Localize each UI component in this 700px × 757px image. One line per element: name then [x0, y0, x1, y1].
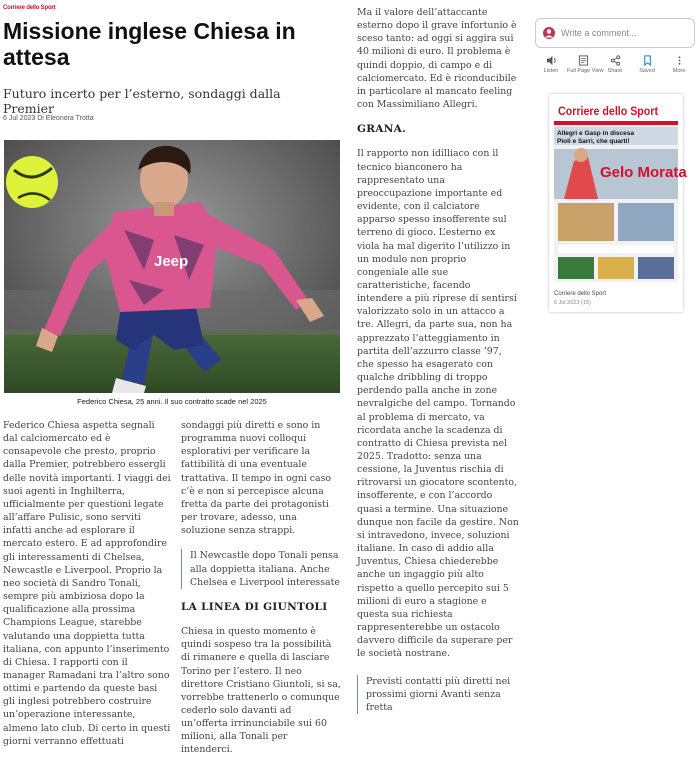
pull-quote — [357, 675, 519, 714]
article-paragraph: Chiesa in questo momento è quindi sospeso tra la possibilità di rimanere e quella di lasciare Torino per l’estero. Il neo direttore Cristiano Giuntoli, si sa, vorrebbe trattenerlo o comunque cederlo solo davanti ad un’offerta irrinunciabile sui 60 milioni, alla Tonali per intenderci. — [181, 626, 341, 756]
article-photo — [4, 140, 340, 393]
avatar — [543, 27, 555, 39]
article-toolbar — [535, 55, 695, 83]
cover-headline-1: Allegri e Gasp in discesa — [557, 130, 634, 137]
tool-label: Saved — [639, 68, 655, 74]
share-button[interactable] — [599, 55, 631, 74]
full-page-view-button[interactable] — [567, 55, 604, 74]
player-photo-illustration — [4, 140, 340, 393]
section-heading: LA LINEA DI GIUNTOLI — [181, 600, 328, 613]
article-column-1 — [3, 419, 171, 748]
photo-caption: Federico Chiesa, 25 anni. Il suo contratto scade nel 2025 — [77, 397, 267, 406]
more-icon — [674, 55, 685, 66]
cover-source: Corriere dello Sport — [554, 291, 607, 297]
cover-date: 6 Jul 2023 (15) — [554, 300, 591, 306]
more-button[interactable] — [663, 55, 695, 74]
jersey-sponsor: Jeep — [154, 253, 189, 270]
article-column-2 — [181, 419, 341, 757]
cover-masthead: Corriere dello Sport — [558, 104, 659, 118]
cover-headline-2: Pioli e Sarri, che quarti! — [557, 138, 630, 145]
comment-placeholder: Write a comment... — [561, 28, 637, 38]
article-paragraph: sondaggi più diretti e sono in programma nuovi colloqui esplorativi per verificare la fattibilità di una eventuale trattativa. Il tempo in ogni caso c’è e non si percepisce alcuna fretta da parte dei protagonisti per trovare, adesso, una soluzione senza strappi. — [181, 420, 332, 537]
tool-label: Share — [607, 68, 623, 74]
pull-quote — [181, 549, 341, 588]
speaker-icon — [546, 55, 557, 66]
page-view-icon — [578, 55, 589, 66]
cover-main-headline: Gelo Morata — [600, 164, 687, 181]
tool-label: Listen — [543, 68, 559, 74]
article-paragraph: Federico Chiesa aspetta segnali dal calciomercato ed è consapevole che presto, proprio dalla Premier, potrebbero essergli delle novità importanti. I viaggi dei suoi agenti in Inghilterra, ufficialmente per questioni legate all’affare Pulisic, sono serviti infatti anche ad esplorare il mercato estero. E ad approfondire gli interessamenti di Chelsea, Newcastle e Liverpool. Proprio la neo società di Sandro Tonali, sempre più ambiziosa dopo la qualificazione alla prossima Champions League, starebbe valutando una doppietta tutta italiana, con appunto l’inserimento di Chiesa. I rapporti con il manager Ramadani tra l’altro sono ottimi e partendo da queste basi gli inglesi potrebbero costruire un’operazione interessante, almeno lato club. Di certo in questi giorni verranno effettuati — [3, 420, 171, 747]
article-title: Missione inglese Chiesa in attesa — [3, 18, 296, 70]
football-icon — [6, 156, 58, 208]
bookmark-icon — [642, 55, 653, 66]
masthead-logo[interactable]: Corriere dello Sport — [3, 5, 56, 11]
article-byline: 6 Jul 2023 Di Eleonora Trotta — [3, 115, 94, 122]
tool-label: More — [672, 68, 686, 74]
section-heading: GRANA. — [357, 123, 407, 136]
article-paragraph: Ma il valore dell’attaccante esterno dopo il grave infortunio è sceso tanto: ad oggi si aggira sui 40 milioni di euro. Il problema è quindi doppio, di campo e di calciomercato. Ed è riconducibile in particolare al mancato feeling con Massimiliano Allegri. — [357, 7, 517, 111]
newspaper-cover[interactable] — [554, 99, 687, 282]
cover-thumbnail — [554, 99, 687, 282]
saved-button[interactable] — [631, 55, 663, 74]
newspaper-cover-card[interactable] — [549, 94, 687, 312]
pull-quote-text: Previsti contatti più diretti nei prossimi giorni Avanti senza fretta — [366, 675, 511, 713]
share-icon — [610, 55, 621, 66]
pull-quote-text: Il Newcastle dopo Tonali pensa alla doppietta italiana. Anche Chelsea e Liverpool interessate — [190, 550, 340, 588]
article-subtitle: Futuro incerto per l’esterno, sondaggi dalla Premier — [3, 86, 281, 116]
article-paragraph: Il rapporto non idilliaco con il tecnico bianconero ha rappresentato una preoccupazione importante ed evidente, con il calciatore apparso spesso insofferente sul terreno di gioco. L’esterno ex viola ha mal digerito l’utilizzo in un modulo non proprio congeniale alle sue caratteristiche, facendo intendere a più riprese di sentirsi valorizzato solo in un attacco a tre. Allegri, da parte sua, non ha apprezzato l’atteggiamento in partita dell’azzurro classe ’97, che spesso ha esagerato con qualche dribbling di troppo perdendo palla anche in zone nevralgiche del campo. Tornando al problema di mercato, va ricordata anche la scadenza di contratto di Chiesa prevista nel 2025. Tradotto: senza una cessione, la Juventus rischia di ritrovarsi un giocatore scontento, insofferente, e con l’accordo quasi a termine. Una situazione dunque non facile da gestire. Non si intravedono, invece, soluzioni italiane. In caso di addio alla Juventus, Chiesa chiederebbe anche un ingaggio più alto rispetto a quello percepito sui 5 milioni di euro a stagione e questa sua richiesta rappresenterebbe un ostacolo davvero difficile da superare per le società nostrane. — [357, 148, 519, 660]
tool-label: Full Page View — [567, 68, 604, 74]
comment-input[interactable] — [535, 18, 695, 48]
listen-button[interactable] — [535, 55, 567, 74]
article-column-3 — [357, 6, 519, 724]
